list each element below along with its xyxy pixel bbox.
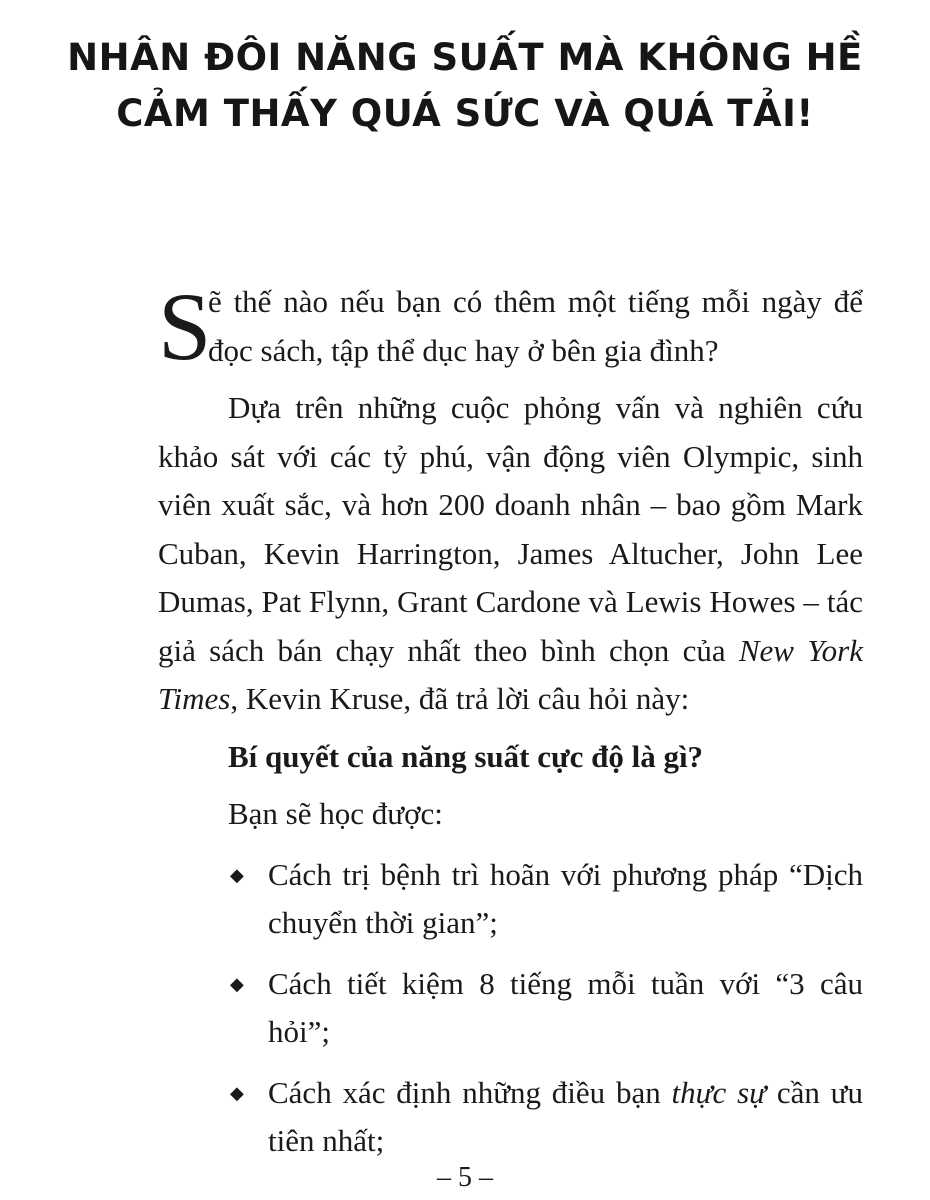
publication-name: New York Times bbox=[158, 632, 863, 716]
key-question: Bí quyết của năng suất cực độ là gì? bbox=[228, 738, 704, 774]
list-item-text: Cách trị bệnh trì hoãn với phương pháp “Dịch chuyển thời gian”; bbox=[268, 856, 863, 940]
benefits-list bbox=[158, 851, 863, 1166]
list-item-emphasis: thực sự bbox=[671, 1074, 767, 1110]
list-item-text-end: cần ưu tiên nhất; bbox=[268, 1074, 863, 1158]
list-item bbox=[230, 1069, 863, 1166]
intro-paragraph bbox=[158, 273, 863, 380]
title-line-2: CẢM THẤY QUÁ SỨC VÀ QUÁ TẢI! bbox=[116, 92, 814, 135]
main-paragraph-ending: , Kevin Kruse, đã trả lời câu hỏi này: bbox=[230, 681, 690, 716]
diamond-bullet-icon: ◆ bbox=[230, 864, 244, 885]
diamond-bullet-icon: ◆ bbox=[230, 973, 244, 994]
list-item bbox=[230, 960, 863, 1057]
intro-text: ẽ thế nào nếu bạn có thêm một tiếng mỗi ngày để đọc sách, tập thể dục hay ở bên gia đình? bbox=[208, 284, 863, 368]
main-paragraph-text: Dựa trên những cuộc phỏng vấn và nghiên cứu khảo sát với các tỷ phú, vận động viên Olympic, sinh viên xuất sắc, và hơn 200 doanh nhân – bao gồm Mark Cuban, Kevin Harrington, James Altucher, John Lee Dumas, Pat Flynn, Grant Cardone và Lewis Howes – tác giả sách bán chạy nhất theo bình chọn của bbox=[158, 390, 863, 668]
list-item-text: Cách xác định những điều bạn bbox=[268, 1074, 672, 1110]
learn-intro: Bạn sẽ học được: bbox=[228, 796, 443, 831]
drop-cap: S bbox=[158, 273, 212, 380]
list-item-text: Cách tiết kiệm 8 tiếng mỗi tuần với “3 câu hỏi”; bbox=[268, 965, 863, 1049]
page-number: – 5 – bbox=[437, 1162, 493, 1193]
body-text bbox=[158, 273, 863, 1178]
main-paragraph bbox=[158, 384, 863, 724]
title-line-1: NHÂN ĐÔI NĂNG SUẤT MÀ KHÔNG HỀ bbox=[67, 36, 863, 79]
page-title bbox=[0, 30, 930, 142]
diamond-bullet-icon: ◆ bbox=[230, 1082, 244, 1103]
list-item bbox=[230, 851, 863, 948]
